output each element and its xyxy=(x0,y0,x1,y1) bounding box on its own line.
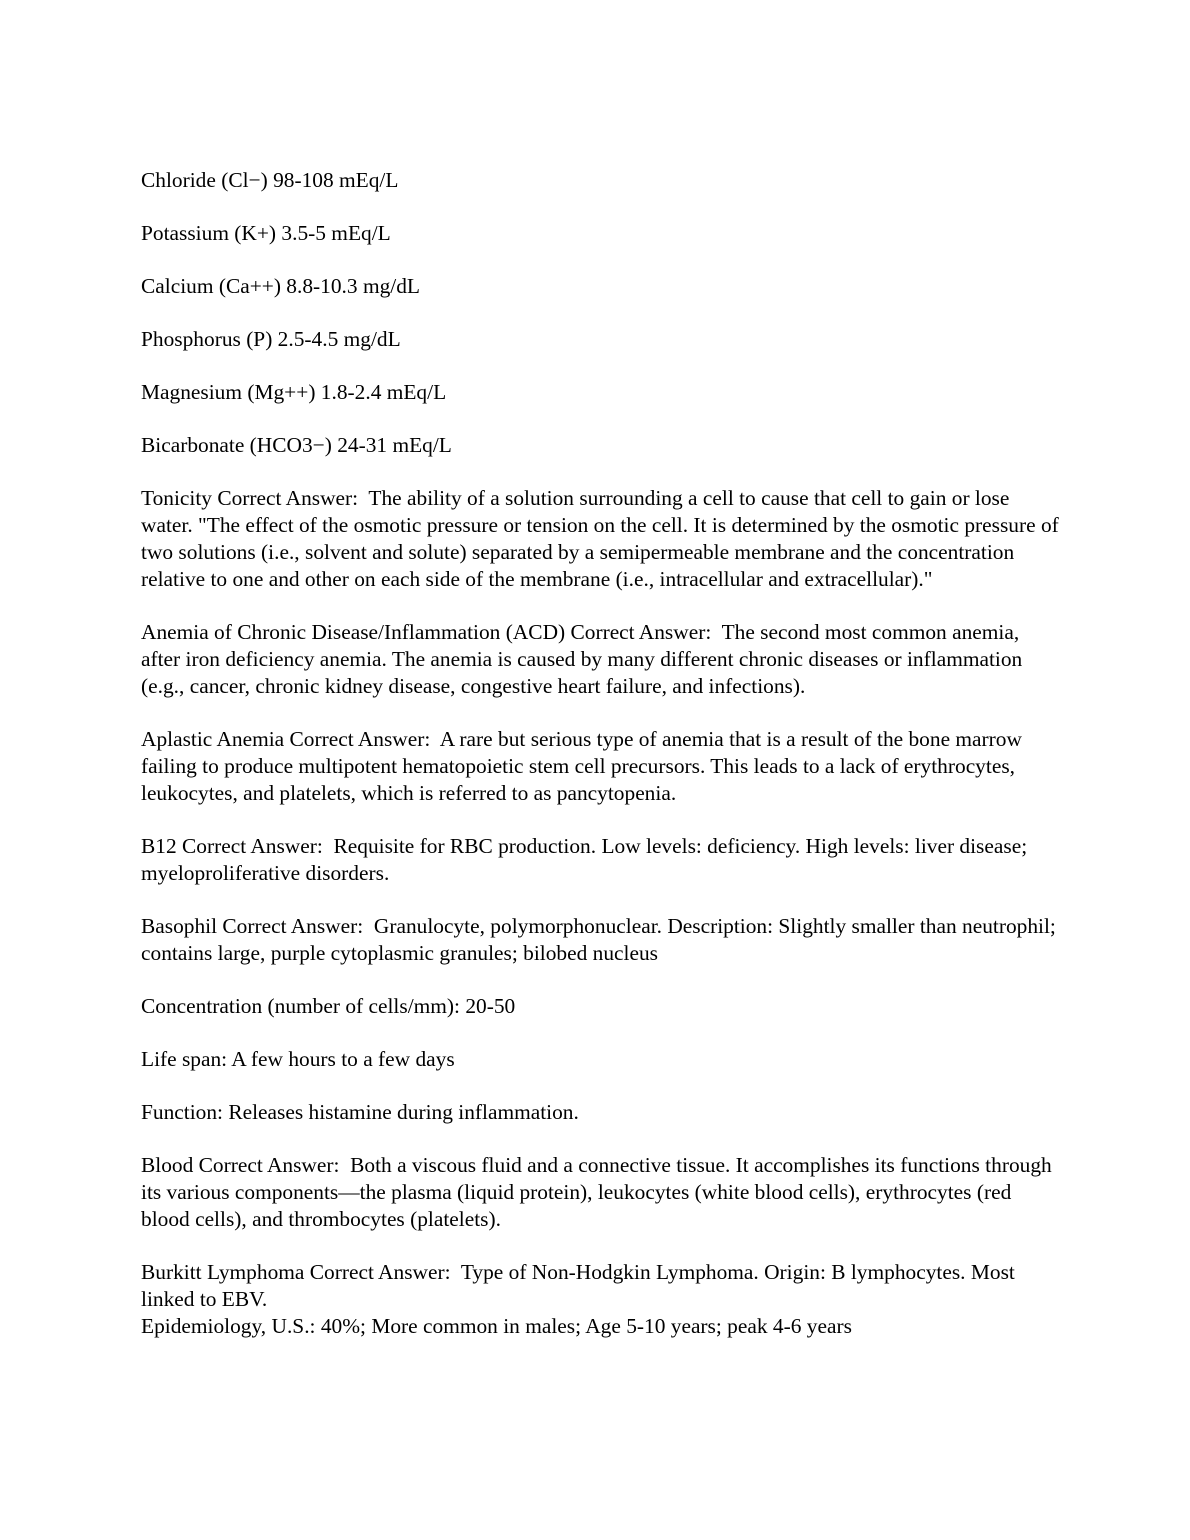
acd-entry: Anemia of Chronic Disease/Inflammation (ACD) Correct Answer: The second most common anemia, after iron deficiency anemia. The anemia is caused by many different chronic diseases or inflammation (e.g., cancer, chronic kidney disease, congestive heart failure, and infections). xyxy=(141,620,1028,698)
tonicity-entry: Tonicity Correct Answer: The ability of a solution surrounding a cell to cause that cell to gain or lose water. "The effect of the osmotic pressure or tension on the cell. It is determined by the osmotic pressure of two solutions (i.e., solvent and solute) separated by a semipermeable membrane and the concentration relative to one and other on each side of the membrane (i.e., intracellular and extracellular)." xyxy=(141,486,1065,591)
bicarbonate-range: Bicarbonate (HCO3−) 24-31 mEq/L xyxy=(141,433,452,457)
chloride-range: Chloride (Cl−) 98-108 mEq/L xyxy=(141,168,399,192)
phosphorus-range: Phosphorus (P) 2.5-4.5 mg/dL xyxy=(141,327,401,351)
blood-entry: Blood Correct Answer: Both a viscous fluid and a connective tissue. It accomplishes its functions through its various components—the plasma (liquid protein), leukocytes (white blood cells), erythrocytes (red blood cells), and thrombocytes (platelets). xyxy=(141,1153,1058,1231)
basophil-concentration: Concentration (number of cells/mm): 20-50 xyxy=(141,994,516,1018)
calcium-range: Calcium (Ca++) 8.8-10.3 mg/dL xyxy=(141,274,420,298)
aplastic-anemia-entry: Aplastic Anemia Correct Answer: A rare but serious type of anemia that is a result of the bone marrow failing to produce multipotent hematopoietic stem cell precursors. This leads to a lack of erythrocytes, leukocytes, and platelets, which is referred to as pancytopenia. xyxy=(141,727,1028,805)
document-body xyxy=(141,167,1065,1340)
magnesium-range: Magnesium (Mg++) 1.8-2.4 mEq/L xyxy=(141,380,447,404)
b12-entry: B12 Correct Answer: Requisite for RBC production. Low levels: deficiency. High levels: liver disease; myeloproliferative disorders. xyxy=(141,834,1033,885)
burkitt-epidemiology: Epidemiology, U.S.: 40%; More common in males; Age 5-10 years; peak 4-6 years xyxy=(141,1314,852,1338)
basophil-life-span: Life span: A few hours to a few days xyxy=(141,1047,455,1071)
basophil-function: Function: Releases histamine during inflammation. xyxy=(141,1100,579,1124)
burkitt-lymphoma-entry: Burkitt Lymphoma Correct Answer: Type of Non-Hodgkin Lymphoma. Origin: B lymphocytes. Most linked to EBV. xyxy=(141,1260,1021,1311)
potassium-range: Potassium (K+) 3.5-5 mEq/L xyxy=(141,221,391,245)
basophil-entry: Basophil Correct Answer: Granulocyte, polymorphonuclear. Description: Slightly smaller than neutrophil; contains large, purple cytoplasmic granules; bilobed nucleus xyxy=(141,914,1062,965)
